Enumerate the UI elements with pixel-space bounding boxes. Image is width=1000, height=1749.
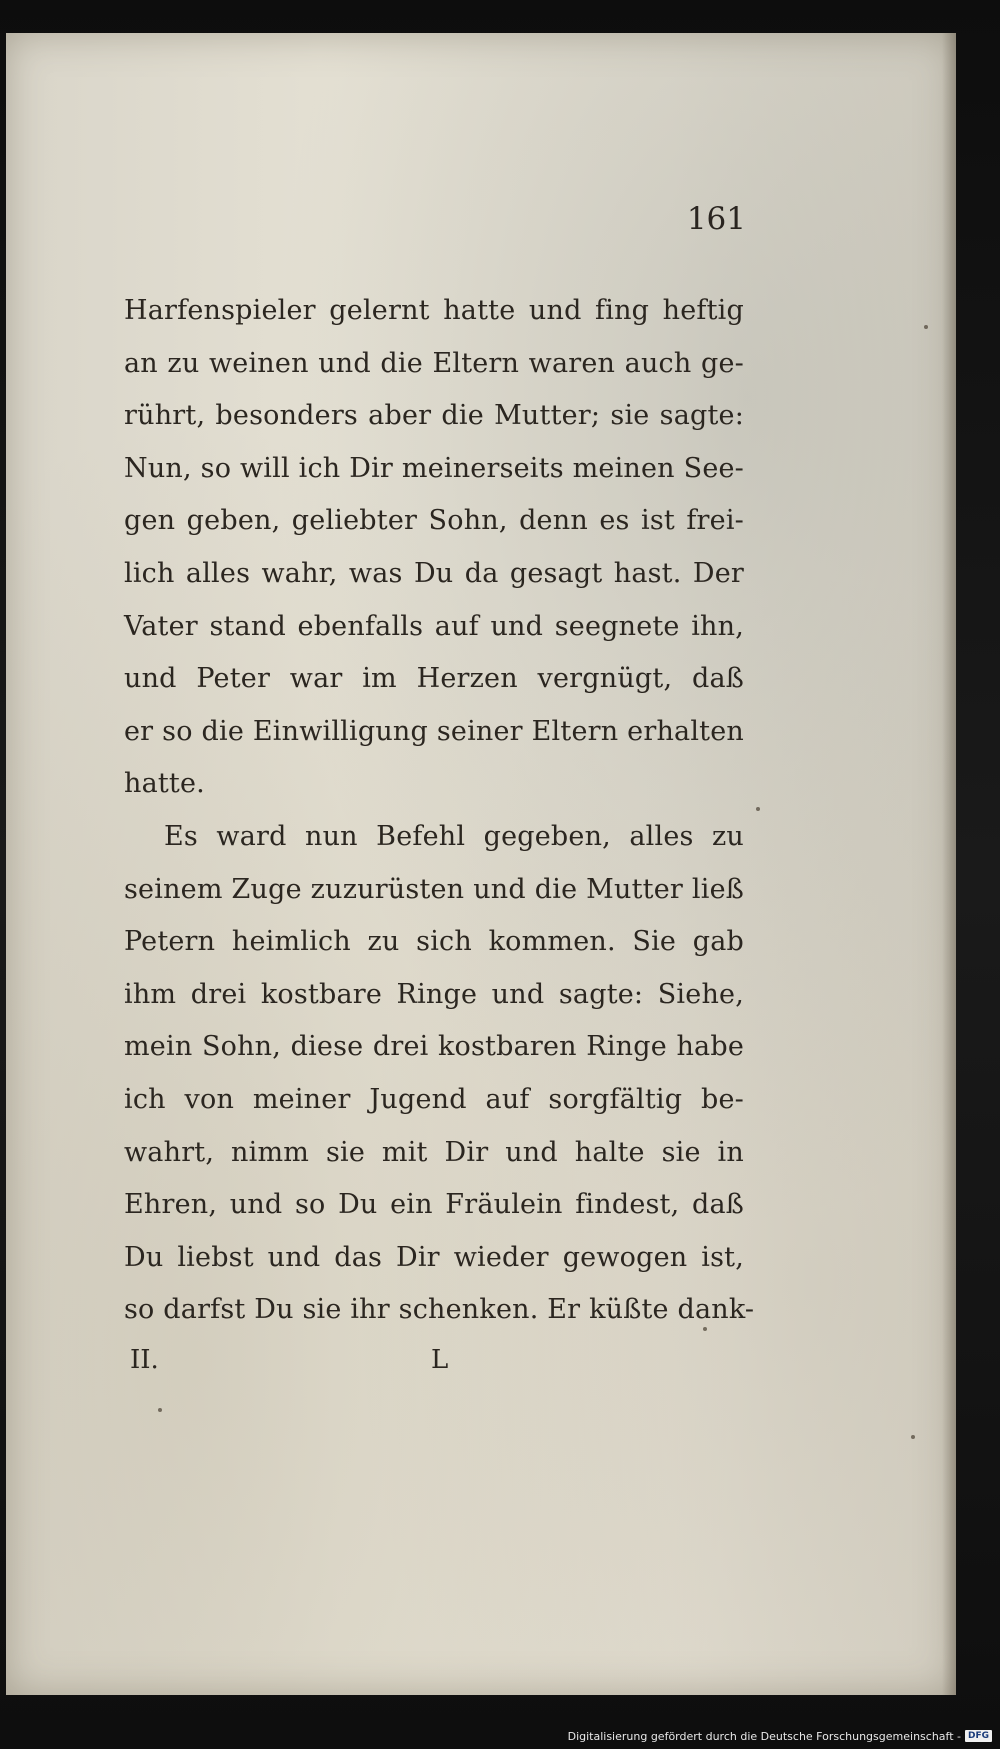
page-number: 161: [686, 201, 746, 237]
body-text: [124, 285, 755, 1337]
text-line: gen geben, geliebter Sohn, denn es ist frei-: [124, 505, 744, 537]
paper-speck: [911, 1435, 915, 1439]
credit-text: Digitalisierung gefördert durch die Deutsche Forschungsgemeinschaft -: [567, 1729, 961, 1743]
text-line: so darfst Du sie ihr schenken. Er küßte dank-: [124, 1294, 755, 1326]
book-page: [6, 33, 956, 1695]
text-line: Ehren, und so Du ein Fräulein findest, daß: [124, 1189, 744, 1221]
text-line: wahrt, nimm sie mit Dir und halte sie in: [124, 1136, 744, 1168]
paper-speck: [924, 325, 928, 329]
text-line: seinem Zuge zuzurüsten und die Mutter ließ: [124, 873, 744, 905]
paper-speck: [703, 1327, 707, 1331]
dfg-logo: DFG: [965, 1730, 992, 1742]
text-line: Vater stand ebenfalls auf und seegnete ihn,: [124, 610, 744, 642]
volume-signature: II.: [130, 1345, 159, 1375]
text-line: hatte.: [124, 768, 205, 800]
text-line: ihm drei kostbare Ringe und sagte: Siehe,: [124, 978, 744, 1010]
text-line: Harfenspieler gelernt hatte und fing heftig: [124, 295, 744, 326]
page-footer: [6, 1345, 956, 1385]
text-line: lich alles wahr, was Du da gesagt hast. Der: [124, 557, 744, 589]
text-line: Nun, so will ich Dir meinerseits meinen See-: [124, 452, 744, 484]
text-line: er so die Einwilligung seiner Eltern erhalten: [124, 715, 744, 747]
digitization-credit: [568, 1728, 992, 1744]
text-line: mein Sohn, diese drei kostbaren Ringe habe: [124, 1031, 744, 1063]
text-line: rührt, besonders aber die Mutter; sie sagte:: [124, 400, 744, 432]
paper-speck: [158, 1408, 162, 1412]
text-line: an zu weinen und die Eltern waren auch ge-: [124, 347, 744, 379]
sheet-signature: L: [431, 1345, 449, 1375]
text-line: Du liebst und das Dir wieder gewogen ist,: [124, 1241, 744, 1273]
text-line: Petern heimlich zu sich kommen. Sie gab: [124, 926, 744, 958]
paragraph-start-line: Es ward nun Befehl gegeben, alles zu: [164, 820, 744, 852]
page-edge-shadow: [942, 33, 956, 1695]
paper-speck: [756, 807, 760, 811]
text-line: ich von meiner Jugend auf sorgfältig be-: [124, 1083, 744, 1115]
text-line: und Peter war im Herzen vergnügt, daß: [124, 663, 744, 695]
